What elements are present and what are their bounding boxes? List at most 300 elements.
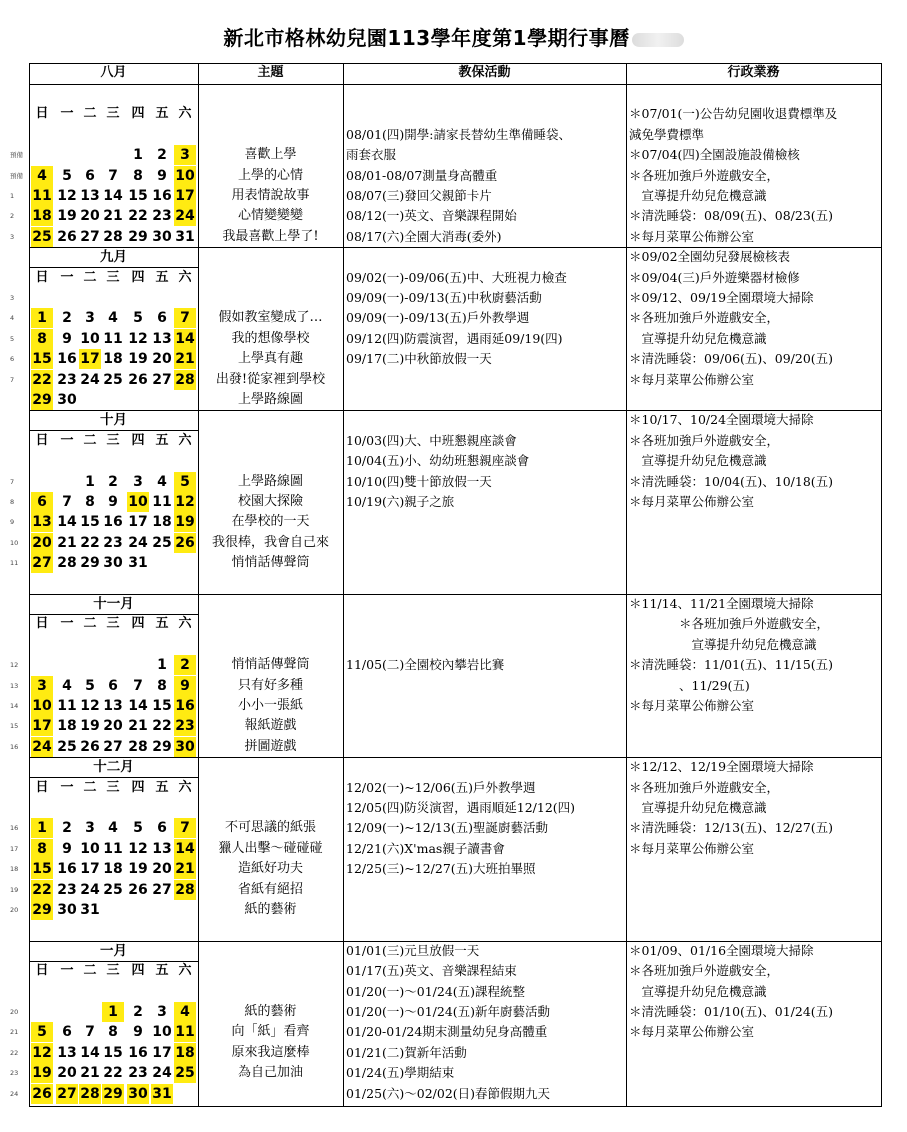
calendar-day: 21 xyxy=(80,1065,100,1082)
calendar-day: 30 xyxy=(57,902,77,918)
calendar-day: 8 xyxy=(157,677,167,694)
week-number: 15 xyxy=(10,722,19,731)
calendar-day: 23 xyxy=(128,1065,148,1082)
calendar-day: 17 xyxy=(32,718,52,735)
calendar-day: 17 xyxy=(128,514,148,531)
calendar-day: 25 xyxy=(103,881,123,898)
calendar-day: 10 xyxy=(128,494,148,510)
admin-line: ＊清洗睡袋：10/04(五)、10/18(五) xyxy=(629,473,834,489)
weekday-2: 二 xyxy=(83,269,97,285)
calendar-day: 30 xyxy=(128,1085,148,1102)
calendar-day: 14 xyxy=(80,1044,100,1061)
activity-line: 12/05(四)防災演習，遇雨順延12/12(四) xyxy=(346,800,576,815)
calendar-day: 9 xyxy=(108,494,118,510)
calendar-day: 7 xyxy=(174,818,196,838)
calendar-day: 30 xyxy=(103,555,123,572)
calendar-day: 15 xyxy=(152,698,172,714)
calendar-day: 24 xyxy=(175,208,195,225)
theme-text: 上學的心情 xyxy=(237,167,303,183)
weekday-1: 一 xyxy=(60,616,74,632)
theme-text: 在學校的一天 xyxy=(231,514,310,530)
week-number: 20 xyxy=(10,1008,19,1016)
calendar-day: 17 xyxy=(80,351,100,368)
admin-line: 、11/29(五) xyxy=(629,677,750,693)
weekday-5: 五 xyxy=(155,963,169,979)
calendar-day: 31 xyxy=(175,228,195,245)
week-number: 預備 xyxy=(10,171,23,180)
calendar-day: 10 xyxy=(32,698,52,714)
calendar-day: 22 xyxy=(80,534,100,551)
calendar-day: 29 xyxy=(103,1085,123,1102)
calendar-day: 9 xyxy=(62,840,72,857)
calendar-day: 31 xyxy=(152,1085,172,1102)
activity-line: 01/20-01/24期末測量幼兒身高體重 xyxy=(346,1024,548,1040)
activity-line: 01/24(五)學期結束 xyxy=(346,1065,455,1081)
admin-line: ＊10/17、10/24全園環境大掃除 xyxy=(629,412,814,428)
calendar-day: 24 xyxy=(152,1065,172,1082)
admin-line: ＊09/12、09/19全園環境大掃除 xyxy=(629,290,814,305)
admin-line: ＊09/04(三)戶外遊樂器材檢修 xyxy=(629,269,800,285)
calendar-day: 22 xyxy=(32,881,52,898)
weekday-4: 四 xyxy=(131,106,145,122)
activity-line: 08/17(六)全園大消毒(委外) xyxy=(346,228,502,244)
admin-line: ＊各班加強戶外遊戲安全， xyxy=(629,779,780,795)
weekday-0: 日 xyxy=(35,432,49,448)
weekday-3: 三 xyxy=(106,963,120,979)
weekday-0: 日 xyxy=(35,106,49,122)
activity-line: 01/20(一)～01/24(五)新年廚藝活動 xyxy=(346,1004,551,1019)
admin-line: ＊每月菜單公佈辦公室 xyxy=(629,840,755,856)
admin-line: ＊每月菜單公佈辦公室 xyxy=(629,228,755,244)
calendar-day: 8 xyxy=(85,494,95,510)
weekday-2: 二 xyxy=(83,963,97,979)
admin-line: 宣導提升幼兒危機意識 xyxy=(629,636,817,652)
calendar-day: 24 xyxy=(80,371,100,388)
calendar-day: 31 xyxy=(80,902,100,918)
month-label: 十月 xyxy=(100,412,127,429)
theme-text: 校園大探險 xyxy=(237,494,303,509)
weekday-6: 六 xyxy=(178,106,192,122)
weekday-6: 六 xyxy=(178,963,192,979)
activity-line: 09/09(一)-09/13(五)中秋廚藝活動 xyxy=(346,290,542,305)
week-number: 11 xyxy=(10,559,19,568)
calendar-day: 14 xyxy=(175,840,195,857)
weekday-5: 五 xyxy=(155,432,169,448)
week-number: 6 xyxy=(10,355,15,364)
calendar-day: 19 xyxy=(128,351,148,368)
weekday-1: 一 xyxy=(60,106,74,122)
weekday-0: 日 xyxy=(35,963,49,979)
week-number: 23 xyxy=(10,1069,19,1078)
week-number: 7 xyxy=(10,477,15,486)
admin-line: ＊各班加強戶外遊戲安全， xyxy=(629,963,780,979)
week-number: 13 xyxy=(10,681,19,690)
theme-text: 為自己加油 xyxy=(237,1065,303,1081)
calendar-day: 7 xyxy=(174,308,196,328)
header-activities: 教保活動 xyxy=(458,65,511,80)
calendar-day: 27 xyxy=(152,881,172,898)
calendar-day: 10 xyxy=(175,167,195,184)
admin-line: ＊各班加強戶外遊戲安全， xyxy=(629,616,830,632)
activity-line: 08/12(一)英文、音樂課程開始 xyxy=(346,208,517,224)
weekday-5: 五 xyxy=(155,106,169,122)
calendar-day: 18 xyxy=(175,1044,195,1061)
calendar-day: 15 xyxy=(128,188,148,204)
week-number: 14 xyxy=(10,702,19,710)
calendar-day: 5 xyxy=(85,677,95,694)
admin-line: 宣導提升幼兒危機意識 xyxy=(629,330,767,346)
calendar-day: 18 xyxy=(152,514,172,531)
calendar-day: 20 xyxy=(57,1065,77,1082)
admin-line: ＊每月菜單公佈辦公室 xyxy=(629,698,755,713)
calendar-day: 15 xyxy=(32,351,52,368)
weekday-3: 三 xyxy=(106,616,120,632)
activity-line: 11/05(二)全園校內攀岩比賽 xyxy=(346,657,505,673)
week-number: 22 xyxy=(10,1048,19,1057)
calendar-day: 16 xyxy=(103,514,123,531)
calendar-day: 10 xyxy=(152,1024,172,1041)
calendar-day: 2 xyxy=(133,1004,143,1020)
week-number: 3 xyxy=(10,232,15,241)
calendar-day: 17 xyxy=(152,1044,172,1061)
calendar-day: 26 xyxy=(32,1085,52,1102)
weekday-0: 日 xyxy=(35,269,49,285)
theme-text: 報紙遊戲 xyxy=(244,718,297,734)
calendar-day: 20 xyxy=(152,861,172,878)
theme-text: 我的想像學校 xyxy=(231,330,310,346)
calendar-day: 28 xyxy=(80,1085,100,1102)
calendar-day: 16 xyxy=(175,698,195,714)
calendar-day: 8 xyxy=(31,839,53,859)
admin-line: ＊07/04(四)全園設施設備檢核 xyxy=(629,147,800,163)
theme-text: 用表情說故事 xyxy=(231,188,310,203)
calendar-day: 2 xyxy=(157,147,167,164)
calendar-day: 10 xyxy=(80,330,100,347)
week-number: 18 xyxy=(10,865,19,874)
theme-text: 紙的藝術 xyxy=(244,902,297,917)
week-number: 1 xyxy=(10,192,15,200)
calendar-day: 25 xyxy=(57,738,77,755)
calendar-day: 18 xyxy=(103,861,123,878)
activity-line: 08/01(四)開學:請家長替幼生準備睡袋、 xyxy=(346,126,571,142)
activity-line: 09/02(一)-09/06(五)中、大班視力檢查 xyxy=(346,269,567,285)
activity-line: 10/04(五)小、幼幼班懇親座談會 xyxy=(346,453,530,469)
calendar-day: 16 xyxy=(57,351,77,368)
calendar-day: 11 xyxy=(175,1024,195,1041)
calendar-day: 19 xyxy=(80,718,100,735)
theme-text: 我最喜歡上學了! xyxy=(222,228,319,244)
activity-line: 09/17(二)中秋節放假一天 xyxy=(346,351,492,367)
calendar-day: 4 xyxy=(108,820,118,837)
activity-line: 10/10(四)雙十節放假一天 xyxy=(346,473,492,489)
week-number: 16 xyxy=(10,742,19,751)
calendar-day: 12 xyxy=(128,840,148,857)
month-label: 九月 xyxy=(100,249,127,266)
week-number: 8 xyxy=(10,498,15,506)
calendar-day: 7 xyxy=(133,677,143,694)
calendar-day: 3 xyxy=(85,820,95,837)
table-bottom-border xyxy=(29,1106,882,1107)
calendar-day: 24 xyxy=(128,534,148,551)
admin-line: ＊每月菜單公佈辦公室 xyxy=(629,494,755,509)
calendar-day: 29 xyxy=(128,228,148,245)
calendar-day: 1 xyxy=(102,1002,124,1022)
week-number: 3 xyxy=(10,294,15,302)
admin-line: ＊07/01(一)公告幼兒園收退費標準及 xyxy=(629,106,838,122)
weekday-1: 一 xyxy=(60,269,74,285)
theme-text: 造紙好功夫 xyxy=(237,861,303,877)
week-number: 2 xyxy=(10,212,15,221)
column-divider xyxy=(626,63,627,1107)
weekday-1: 一 xyxy=(60,779,74,795)
weekday-2: 二 xyxy=(83,616,97,632)
week-number: 17 xyxy=(10,844,19,853)
table-right-border xyxy=(881,63,882,1107)
calendar-day: 14 xyxy=(57,514,77,531)
admin-line: ＊各班加強戶外遊戲安全， xyxy=(629,432,780,448)
calendar-day: 27 xyxy=(103,738,123,755)
activity-line: 12/25(三)~12/27(五)大班拍畢照 xyxy=(346,861,536,877)
calendar-day: 14 xyxy=(103,188,123,204)
activity-line: 01/17(五)英文、音樂課程結束 xyxy=(346,963,517,979)
weekday-4: 四 xyxy=(131,269,145,285)
activity-line: 08/07(三)發回父親節卡片 xyxy=(346,188,492,203)
week-number: 10 xyxy=(10,538,19,547)
weekday-5: 五 xyxy=(155,269,169,285)
theme-text: 上學路線圖 xyxy=(237,392,303,407)
calendar-day: 20 xyxy=(103,718,123,735)
week-number: 4 xyxy=(10,314,15,323)
calendar-day: 24 xyxy=(80,881,100,898)
theme-text: 假如教室變成了… xyxy=(218,310,323,326)
calendar-day: 4 xyxy=(108,310,118,327)
calendar-day: 24 xyxy=(32,738,52,755)
calendar-day: 26 xyxy=(57,228,77,245)
calendar-day: 3 xyxy=(133,473,143,490)
calendar-day: 19 xyxy=(57,208,77,225)
theme-text: 我很棒，我會自己來 xyxy=(211,534,329,550)
weekday-5: 五 xyxy=(155,616,169,632)
theme-text: 上學真有趣 xyxy=(237,351,303,367)
week-number: 20 xyxy=(10,906,19,914)
calendar-day: 13 xyxy=(152,330,172,347)
admin-line: ＊01/09、01/16全園環境大掃除 xyxy=(629,942,814,958)
theme-text: 出發!從家裡到學校 xyxy=(215,371,326,387)
calendar-day: 13 xyxy=(57,1044,77,1061)
admin-line: ＊12/12、12/19全園環境大掃除 xyxy=(629,759,814,775)
week-number: 7 xyxy=(10,375,15,384)
calendar-day: 4 xyxy=(31,166,53,186)
theme-text: 上學路線圖 xyxy=(237,473,303,489)
calendar-day: 3 xyxy=(174,145,196,165)
calendar-day: 12 xyxy=(80,698,100,714)
calendar-day: 21 xyxy=(175,351,195,368)
calendar-day: 22 xyxy=(103,1065,123,1082)
calendar-day: 20 xyxy=(80,208,100,225)
calendar-day: 22 xyxy=(32,371,52,388)
calendar-day: 5 xyxy=(62,167,72,184)
calendar-day: 29 xyxy=(152,738,172,755)
admin-line: 宣導提升幼兒危機意識 xyxy=(629,453,767,469)
calendar-day: 2 xyxy=(174,655,196,675)
calendar-day: 23 xyxy=(152,208,172,225)
calendar-day: 17 xyxy=(175,188,195,204)
week-number: 24 xyxy=(10,1089,19,1098)
weekday-6: 六 xyxy=(178,432,192,448)
calendar-day: 6 xyxy=(31,492,53,512)
title-text: 新北市格林幼兒園113學年度第1學期行事曆 xyxy=(223,26,630,50)
admin-line: ＊各班加強戶外遊戲安全， xyxy=(629,310,780,326)
calendar-day: 29 xyxy=(32,902,52,918)
calendar-day: 1 xyxy=(133,147,143,164)
calendar-day: 21 xyxy=(175,861,195,878)
calendar-day: 18 xyxy=(32,208,52,225)
admin-line: 宣導提升幼兒危機意識 xyxy=(629,188,767,203)
table-top-border xyxy=(29,63,882,64)
calendar-day: 3 xyxy=(31,676,53,696)
calendar-day: 13 xyxy=(152,840,172,857)
calendar-day: 12 xyxy=(57,188,77,204)
admin-line: ＊每月菜單公佈辦公室 xyxy=(629,371,755,387)
activity-line: 01/20(一)～01/24(五)課程統整 xyxy=(346,983,526,999)
calendar-day: 28 xyxy=(175,371,195,388)
calendar-day: 9 xyxy=(174,676,196,696)
theme-text: 不可思議的紙張 xyxy=(224,820,316,836)
calendar-day: 6 xyxy=(62,1024,72,1041)
weekday-3: 三 xyxy=(106,106,120,122)
calendar-day: 6 xyxy=(157,820,167,837)
calendar-day: 11 xyxy=(32,188,52,204)
calendar-day: 13 xyxy=(80,188,100,204)
calendar-day: 14 xyxy=(175,330,195,347)
calendar-day: 8 xyxy=(31,329,53,349)
calendar-day: 26 xyxy=(175,534,195,551)
theme-text: 悄悄話傳聲筒 xyxy=(231,657,310,673)
calendar-day: 20 xyxy=(32,534,52,551)
activity-line: 09/09(一)-09/13(五)戶外教學週 xyxy=(346,310,530,326)
calendar-day: 23 xyxy=(57,371,77,388)
month-label: 一月 xyxy=(100,942,127,959)
calendar-day: 7 xyxy=(85,1024,95,1041)
weekday-2: 二 xyxy=(83,779,97,795)
theme-text: 原來我這麼棒 xyxy=(231,1044,310,1060)
header-admin: 行政業務 xyxy=(727,65,780,80)
calendar-day: 2 xyxy=(108,473,118,490)
activity-line: 雨套衣服 xyxy=(346,147,397,163)
weekday-6: 六 xyxy=(178,779,192,795)
theme-text: 只有好多種 xyxy=(237,677,303,693)
weekday-4: 四 xyxy=(131,616,145,632)
calendar-day: 1 xyxy=(157,657,167,674)
calendar-day: 23 xyxy=(175,718,195,735)
weekday-2: 二 xyxy=(83,432,97,448)
weekday-5: 五 xyxy=(155,779,169,795)
calendar-day: 26 xyxy=(80,738,100,755)
week-number: 9 xyxy=(10,518,15,527)
calendar-day: 30 xyxy=(175,738,195,755)
calendar-day: 9 xyxy=(133,1024,143,1041)
calendar-day: 27 xyxy=(32,555,52,572)
calendar-day: 5 xyxy=(174,472,196,492)
month-label: 十二月 xyxy=(93,759,134,776)
calendar-day: 10 xyxy=(80,840,100,857)
admin-line: ＊清洗睡袋：11/01(五)、11/15(五) xyxy=(629,657,834,673)
weekday-4: 四 xyxy=(131,432,145,448)
calendar-day: 18 xyxy=(57,718,77,735)
calendar-day: 6 xyxy=(157,310,167,327)
calendar-day: 21 xyxy=(103,208,123,225)
calendar-day: 27 xyxy=(57,1085,77,1102)
calendar-day: 21 xyxy=(128,718,148,735)
week-number: 21 xyxy=(10,1028,19,1037)
theme-text: 悄悄話傳聲筒 xyxy=(231,555,310,571)
calendar-day: 28 xyxy=(103,228,123,245)
calendar-day: 1 xyxy=(85,473,95,490)
calendar-day: 21 xyxy=(57,534,77,551)
theme-text: 省紙有絕招 xyxy=(237,881,303,897)
calendar-day: 20 xyxy=(152,351,172,368)
calendar-day: 1 xyxy=(31,818,53,838)
calendar-day: 2 xyxy=(62,820,72,837)
week-number: 5 xyxy=(10,334,15,343)
weekday-6: 六 xyxy=(178,269,192,285)
calendar-day: 11 xyxy=(103,840,123,857)
calendar-day: 25 xyxy=(175,1065,195,1082)
calendar-day: 25 xyxy=(103,371,123,388)
weekday-3: 三 xyxy=(106,432,120,448)
calendar-day: 12 xyxy=(128,330,148,347)
calendar-day: 29 xyxy=(80,555,100,572)
calendar-day: 3 xyxy=(157,1004,167,1020)
admin-line: ＊各班加強戶外遊戲安全， xyxy=(629,167,780,183)
calendar-day: 15 xyxy=(32,861,52,878)
activity-line: 08/01-08/07測量身高體重 xyxy=(346,167,498,183)
activity-line: 10/19(六)親子之旅 xyxy=(346,494,455,509)
weekday-3: 三 xyxy=(106,269,120,285)
calendar-day: 19 xyxy=(32,1065,52,1082)
admin-line: ＊清洗睡袋：09/06(五)、09/20(五) xyxy=(629,351,834,367)
calendar-day: 30 xyxy=(57,392,77,408)
admin-line: 宣導提升幼兒危機意識 xyxy=(629,983,767,999)
calendar-day: 18 xyxy=(103,351,123,368)
calendar-day: 13 xyxy=(103,698,123,714)
weekday-2: 二 xyxy=(83,106,97,122)
calendar-day: 11 xyxy=(152,494,172,510)
calendar-day: 12 xyxy=(32,1044,52,1061)
calendar-day: 9 xyxy=(157,167,167,184)
theme-text: 紙的藝術 xyxy=(244,1004,297,1019)
header-theme: 主題 xyxy=(257,65,284,80)
admin-line: ＊09/02全園幼兒發展檢核表 xyxy=(629,249,791,265)
calendar-day: 13 xyxy=(32,514,52,531)
calendar-day: 16 xyxy=(152,188,172,204)
admin-line: 宣導提升幼兒危機意識 xyxy=(629,800,767,815)
calendar-day: 28 xyxy=(175,881,195,898)
calendar-day: 5 xyxy=(133,820,143,837)
calendar-day: 3 xyxy=(85,310,95,327)
calendar-day: 27 xyxy=(152,371,172,388)
calendar-day: 5 xyxy=(133,310,143,327)
activity-line: 01/01(三)元旦放假一天 xyxy=(346,942,480,958)
calendar-day: 25 xyxy=(152,534,172,551)
activity-line: 01/25(六)～02/02(日)春節假期九天 xyxy=(346,1085,551,1101)
calendar-day: 22 xyxy=(152,718,172,735)
calendar-day: 27 xyxy=(80,228,100,245)
theme-text: 拼圖遊戲 xyxy=(244,738,297,754)
calendar-day: 2 xyxy=(62,310,72,327)
activity-line: 01/21(二)賀新年活動 xyxy=(346,1044,467,1060)
calendar-day: 25 xyxy=(32,228,52,245)
